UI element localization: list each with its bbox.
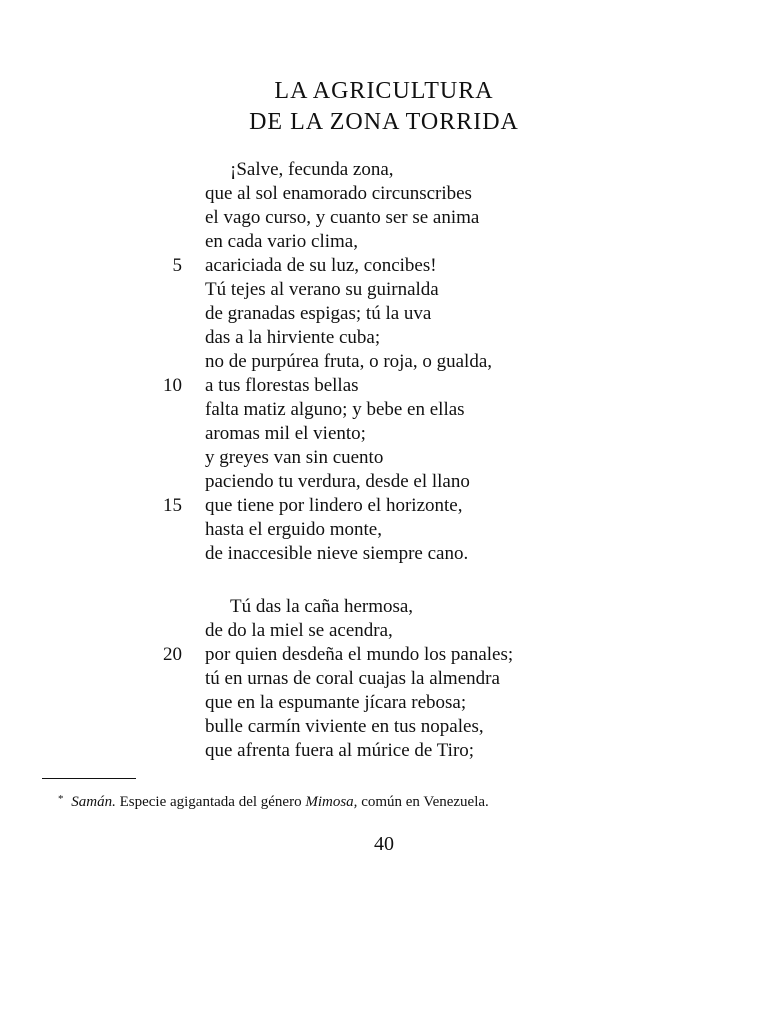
footnote-text-after: común en Venezuela.: [361, 794, 489, 810]
verse-line: [0, 619, 768, 643]
verse-line: [0, 278, 768, 302]
verse-text: hasta el erguido monte,: [205, 519, 382, 540]
verse-text: bulle carmín viviente en tus nopales,: [205, 716, 484, 737]
footnote: [58, 789, 489, 812]
verse-line: [0, 691, 768, 715]
verse-line: [0, 542, 768, 566]
verse-text: acariciada de su luz, concibes!: [205, 255, 437, 276]
verse-text: que en la espumante jícara rebosa;: [205, 692, 467, 713]
stanza-1: [0, 158, 768, 566]
verse-line: [0, 374, 768, 398]
page-number: 40: [374, 833, 394, 855]
verse-line: [0, 206, 768, 230]
verse-text: de do la miel se acendra,: [205, 620, 393, 641]
footnote-term: Samán.: [71, 794, 116, 810]
footnote-divider: [42, 778, 136, 779]
verse-line: [0, 667, 768, 691]
verse-line: [0, 446, 768, 470]
verse-number: 20: [163, 644, 182, 665]
verse-line: [0, 470, 768, 494]
verse-text: tú en urnas de coral cuajas la almendra: [205, 668, 500, 689]
verse-line: [0, 182, 768, 206]
verse-text: por quien desdeña el mundo los panales;: [205, 644, 514, 665]
stanza-2: [0, 595, 768, 763]
verse-number: 10: [163, 375, 182, 396]
verse-line: [0, 302, 768, 326]
verse-text: que tiene por lindero el horizonte,: [205, 495, 463, 516]
verse-text: que al sol enamorado circunscribes: [205, 183, 472, 204]
verse-text: das a la hirviente cuba;: [205, 327, 381, 348]
poem-title-line-2: DE LA ZONA TORRIDA: [249, 109, 519, 135]
verse-text: que afrenta fuera al múrice de Tiro;: [205, 740, 475, 761]
verse-line: [0, 643, 768, 667]
verse-line: [0, 398, 768, 422]
verse-line: [0, 518, 768, 542]
verse-line: [0, 739, 768, 763]
verse-line: [0, 230, 768, 254]
verse-text: en cada vario clima,: [205, 231, 358, 252]
verse-number: 15: [163, 495, 182, 516]
verse-text: de inaccesible nieve siempre cano.: [205, 543, 469, 564]
verse-line: [0, 158, 768, 182]
verse-line: [0, 715, 768, 739]
verse-text: de granadas espigas; tú la uva: [205, 303, 432, 324]
verse-text: a tus florestas bellas: [205, 375, 359, 396]
verse-line: [0, 350, 768, 374]
footnote-genus: Mimosa,: [305, 794, 358, 810]
verse-number: 5: [172, 255, 182, 276]
verse-line: [0, 254, 768, 278]
verse-text: no de purpúrea fruta, o roja, o gualda,: [205, 351, 493, 372]
verse-line: [0, 494, 768, 518]
footnote-mark: *: [58, 793, 64, 805]
verse-text: falta matiz alguno; y bebe en ellas: [205, 399, 465, 420]
verse-text: y greyes van sin cuento: [205, 447, 384, 468]
verse-line: [0, 422, 768, 446]
verse-text: Tú tejes al verano su guirnalda: [205, 279, 439, 300]
verse-text: Tú das la caña hermosa,: [230, 596, 414, 617]
poem-title-line-1: LA AGRICULTURA: [274, 78, 494, 104]
verse-text: paciendo tu verdura, desde el llano: [205, 471, 470, 492]
verse-line: [0, 595, 768, 619]
verse-text: aromas mil el viento;: [205, 423, 366, 444]
footnote-text-before: Especie agigantada del género: [119, 794, 302, 810]
verse-text: ¡Salve, fecunda zona,: [230, 159, 394, 180]
verse-line: [0, 326, 768, 350]
verse-text: el vago curso, y cuanto ser se anima: [205, 207, 480, 228]
